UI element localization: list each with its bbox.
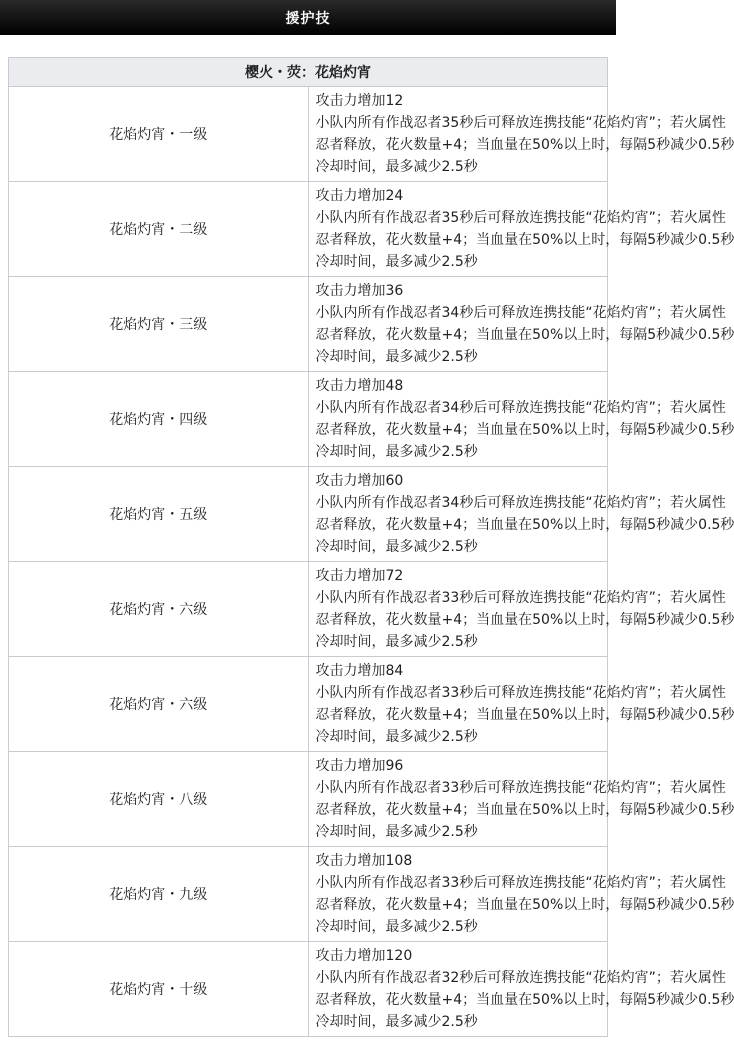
description-line: 忍者释放，花火数量+4；当血量在50%以上时，每隔5秒减少0.5秒: [315, 516, 734, 533]
level-description: [308, 467, 734, 562]
table-row: [9, 277, 608, 372]
table-row: [9, 847, 608, 942]
description-line: 小队内所有作战忍者33秒后可释放连携技能“花焰灼宵”；若火属性: [315, 589, 726, 606]
description-line: 忍者释放，花火数量+4；当血量在50%以上时，每隔5秒减少0.5秒: [315, 706, 734, 723]
skill-table-container: [8, 57, 734, 1037]
description-line: 攻击力增加108: [315, 852, 413, 869]
description-line: 小队内所有作战忍者33秒后可释放连携技能“花焰灼宵”；若火属性: [315, 874, 726, 891]
level-description: [308, 277, 734, 372]
description-line: 冷却时间，最多减少2.5秒: [315, 538, 478, 555]
description-line: 攻击力增加36: [315, 282, 404, 299]
level-name: 花焰灼宵・九级: [9, 847, 309, 942]
description-line: 攻击力增加48: [315, 377, 404, 394]
level-description: [308, 847, 734, 942]
description-line: 冷却时间，最多减少2.5秒: [315, 348, 478, 365]
description-line: 攻击力增加12: [315, 92, 404, 109]
level-description: [308, 372, 734, 467]
level-description: [308, 657, 734, 752]
description-line: 攻击力增加84: [315, 662, 404, 679]
table-row: [9, 752, 608, 847]
table-row: [9, 372, 608, 467]
skill-level-rows: [9, 87, 734, 1037]
description-line: 小队内所有作战忍者33秒后可释放连携技能“花焰灼宵”；若火属性: [315, 684, 726, 701]
description-line: 冷却时间，最多减少2.5秒: [315, 633, 478, 650]
description-line: 小队内所有作战忍者34秒后可释放连携技能“花焰灼宵”；若火属性: [315, 399, 726, 416]
description-line: 小队内所有作战忍者35秒后可释放连携技能“花焰灼宵”；若火属性: [315, 209, 726, 226]
table-row: [9, 562, 608, 657]
level-name: 花焰灼宵・二级: [9, 182, 309, 277]
table-row: [9, 942, 608, 1037]
description-line: 攻击力增加96: [315, 757, 404, 774]
level-name: 花焰灼宵・六级: [9, 562, 309, 657]
table-row: [9, 182, 608, 277]
description-line: 攻击力增加72: [315, 567, 404, 584]
level-description: [308, 942, 734, 1037]
level-name: 花焰灼宵・四级: [9, 372, 309, 467]
level-description: [308, 562, 734, 657]
description-line: 冷却时间，最多减少2.5秒: [315, 823, 478, 840]
description-line: 忍者释放，花火数量+4；当血量在50%以上时，每隔5秒减少0.5秒: [315, 231, 734, 248]
description-line: 忍者释放，花火数量+4；当血量在50%以上时，每隔5秒减少0.5秒: [315, 421, 734, 438]
description-line: 攻击力增加24: [315, 187, 404, 204]
description-line: 忍者释放，花火数量+4；当血量在50%以上时，每隔5秒减少0.5秒: [315, 991, 734, 1008]
level-name: 花焰灼宵・五级: [9, 467, 309, 562]
level-name: 花焰灼宵・一级: [9, 87, 309, 182]
description-line: 冷却时间，最多减少2.5秒: [315, 158, 478, 175]
description-line: 小队内所有作战忍者32秒后可释放连携技能“花焰灼宵”；若火属性: [315, 969, 726, 986]
description-line: 攻击力增加120: [315, 947, 413, 964]
description-line: 冷却时间，最多减少2.5秒: [315, 918, 478, 935]
description-line: 忍者释放，花火数量+4；当血量在50%以上时，每隔5秒减少0.5秒: [315, 611, 734, 628]
description-line: 攻击力增加60: [315, 472, 404, 489]
description-line: 忍者释放，花火数量+4；当血量在50%以上时，每隔5秒减少0.5秒: [315, 136, 734, 153]
level-name: 花焰灼宵・六级: [9, 657, 309, 752]
skill-title: 樱火・荧：花焰灼宵: [9, 58, 608, 87]
level-name: 花焰灼宵・十级: [9, 942, 309, 1037]
level-name: 花焰灼宵・三级: [9, 277, 309, 372]
table-row: [9, 657, 608, 752]
table-row: [9, 467, 608, 562]
description-line: 小队内所有作战忍者34秒后可释放连携技能“花焰灼宵”；若火属性: [315, 494, 726, 511]
description-line: 冷却时间，最多减少2.5秒: [315, 728, 478, 745]
section-header: [0, 0, 616, 35]
description-line: 忍者释放，花火数量+4；当血量在50%以上时，每隔5秒减少0.5秒: [315, 896, 734, 913]
description-line: 冷却时间，最多减少2.5秒: [315, 443, 478, 460]
section-header-title: 援护技: [285, 10, 331, 27]
description-line: 小队内所有作战忍者33秒后可释放连携技能“花焰灼宵”；若火属性: [315, 779, 726, 796]
level-description: [308, 752, 734, 847]
description-line: 冷却时间，最多减少2.5秒: [315, 1013, 478, 1030]
table-row: [9, 87, 608, 182]
description-line: 忍者释放，花火数量+4；当血量在50%以上时，每隔5秒减少0.5秒: [315, 801, 734, 818]
level-name: 花焰灼宵・八级: [9, 752, 309, 847]
description-line: 小队内所有作战忍者35秒后可释放连携技能“花焰灼宵”；若火属性: [315, 114, 726, 131]
level-description: [308, 182, 734, 277]
skill-level-table: [8, 57, 734, 1037]
description-line: 冷却时间，最多减少2.5秒: [315, 253, 478, 270]
level-description: [308, 87, 734, 182]
description-line: 忍者释放，花火数量+4；当血量在50%以上时，每隔5秒减少0.5秒: [315, 326, 734, 343]
description-line: 小队内所有作战忍者34秒后可释放连携技能“花焰灼宵”；若火属性: [315, 304, 726, 321]
